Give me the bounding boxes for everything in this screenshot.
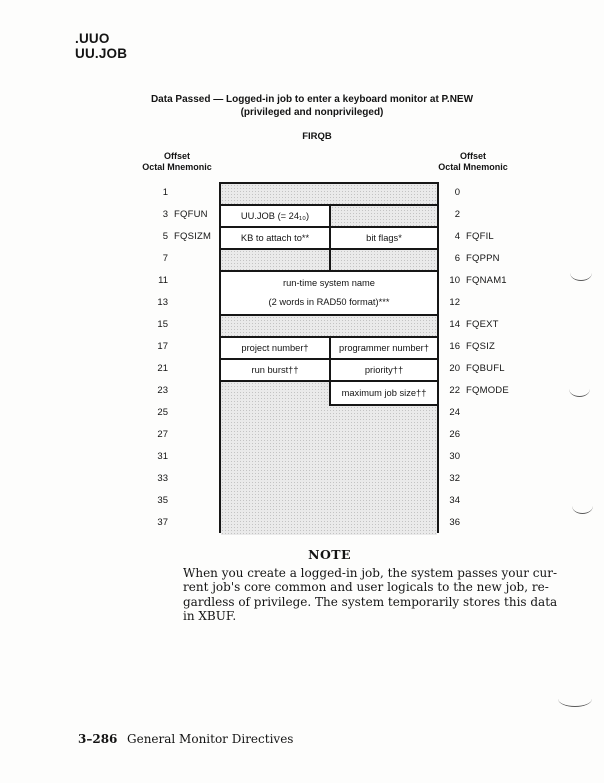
firqb-row-0 bbox=[221, 184, 437, 206]
firqb-row-2 bbox=[221, 206, 437, 228]
mnemonic-value bbox=[460, 429, 466, 441]
offset-left-row bbox=[104, 209, 214, 221]
mnemonic-value: FQSIZ bbox=[466, 341, 495, 352]
octal-value: 21 bbox=[157, 363, 168, 374]
mnemonic-value bbox=[168, 407, 174, 419]
octal-value: 16 bbox=[449, 341, 460, 352]
firqb-row-16 bbox=[221, 338, 437, 360]
mnemonic-value bbox=[460, 297, 466, 309]
page-curl-mark bbox=[570, 273, 592, 281]
octal-value: 10 bbox=[449, 275, 460, 286]
mnemonic-value: FQMODE bbox=[466, 385, 509, 396]
page-curl-mark bbox=[558, 699, 592, 707]
note-line: gardless of privilege. The system temporarily stores this data bbox=[183, 594, 558, 609]
programmer-number-cell: programmer number† bbox=[329, 338, 437, 358]
left-offset-label: Offset bbox=[163, 151, 190, 161]
offset-left-row bbox=[104, 407, 214, 419]
running-head-line1: .UUO bbox=[75, 31, 110, 46]
figure-caption-line1: Data Passed — Logged-in job to enter a keyboard monitor at P.NEW bbox=[150, 94, 474, 105]
offset-left-row bbox=[104, 187, 214, 199]
mnemonic-value bbox=[168, 495, 174, 507]
runtime-system-name-line1: run-time system name bbox=[283, 278, 375, 288]
chapter-title: General Monitor Directives bbox=[127, 732, 294, 746]
octal-value: 32 bbox=[449, 473, 460, 484]
page-curl-mark bbox=[569, 389, 590, 397]
offset-left-row bbox=[104, 473, 214, 485]
octal-value: 35 bbox=[157, 495, 168, 506]
bit-flags-cell: bit flags* bbox=[329, 228, 437, 248]
note-line: rent job's core common and user logicals to the new job, re- bbox=[183, 580, 549, 595]
octal-value: 13 bbox=[157, 297, 168, 308]
mnemonic-value: FQPPN bbox=[466, 253, 500, 264]
note-heading: NOTE bbox=[308, 547, 351, 562]
reserved-cell bbox=[221, 250, 329, 270]
running-head bbox=[75, 31, 127, 61]
octal-value: 2 bbox=[454, 209, 460, 220]
reserved-cell bbox=[221, 316, 437, 336]
firqb-row-14 bbox=[221, 316, 437, 338]
mnemonic-value bbox=[460, 495, 466, 507]
mnemonic-value bbox=[460, 209, 466, 221]
runtime-system-name-line2: (2 words in RAD50 format)*** bbox=[268, 297, 390, 307]
offset-left-row bbox=[104, 363, 214, 375]
octal-value: 12 bbox=[449, 297, 460, 308]
offset-left-row bbox=[104, 275, 214, 287]
note-line: in XBUF. bbox=[183, 608, 237, 623]
octal-value: 34 bbox=[449, 495, 460, 506]
octal-value: 20 bbox=[449, 363, 460, 374]
right-offset-label: Offset bbox=[459, 151, 486, 161]
mnemonic-value bbox=[460, 517, 466, 529]
mnemonic-value bbox=[168, 451, 174, 463]
octal-value: 25 bbox=[157, 407, 168, 418]
offset-left-row bbox=[104, 319, 214, 331]
block-title: FIRQB bbox=[302, 131, 332, 142]
offset-left-row bbox=[104, 451, 214, 463]
mnemonic-value bbox=[168, 297, 174, 309]
mnemonic-value bbox=[460, 407, 466, 419]
offset-left-row bbox=[104, 517, 214, 529]
mnemonic-value bbox=[168, 253, 174, 265]
mnemonic-value bbox=[168, 187, 174, 199]
mnemonic-value bbox=[460, 473, 466, 485]
maximum-job-size-cell: maximum job size†† bbox=[329, 382, 437, 406]
mnemonic-value bbox=[168, 473, 174, 485]
firqb-row-20 bbox=[221, 360, 437, 382]
mnemonic-value bbox=[168, 385, 174, 397]
note-line: When you create a logged-in job, the system passes your cur- bbox=[183, 566, 558, 580]
fqfun-cell: UU.JOB (= 24₁₀) bbox=[240, 211, 310, 221]
runtime-system-name-cell bbox=[221, 272, 437, 314]
offset-left-row bbox=[104, 297, 214, 309]
octal-value: 37 bbox=[157, 517, 168, 528]
octal-value: 27 bbox=[157, 429, 168, 440]
octal-value: 6 bbox=[454, 253, 460, 264]
octal-value: 15 bbox=[157, 319, 168, 330]
mnemonic-value bbox=[460, 451, 466, 463]
octal-value: 26 bbox=[449, 429, 460, 440]
octal-value: 7 bbox=[162, 253, 168, 264]
mnemonic-value bbox=[168, 429, 174, 441]
mnemonic-value: FQBUFL bbox=[466, 363, 505, 374]
offset-left-row bbox=[104, 385, 214, 397]
mnemonic-value bbox=[168, 517, 174, 529]
running-head-line2: UU.JOB bbox=[75, 46, 128, 61]
left-column-header bbox=[127, 151, 227, 173]
octal-value: 31 bbox=[157, 451, 168, 462]
mnemonic-value bbox=[168, 341, 174, 353]
right-column-header bbox=[423, 151, 523, 173]
mnemonic-value: FQNAM1 bbox=[466, 275, 507, 286]
octal-value: 24 bbox=[449, 407, 460, 418]
octal-value: 3 bbox=[162, 209, 168, 220]
offset-left-row bbox=[104, 341, 214, 353]
firqb-row-4 bbox=[221, 228, 437, 250]
octal-value: 5 bbox=[162, 231, 168, 242]
offset-left-row bbox=[104, 253, 214, 265]
project-number-cell: project number† bbox=[241, 343, 309, 353]
run-burst-cell: run burst†† bbox=[251, 365, 299, 375]
octal-value: 22 bbox=[449, 385, 460, 396]
octal-value: 14 bbox=[449, 319, 460, 330]
mnemonic-value: FQFIL bbox=[466, 231, 494, 242]
octal-value: 11 bbox=[158, 275, 168, 286]
firqb-row-6 bbox=[221, 250, 437, 272]
priority-cell: priority†† bbox=[329, 360, 437, 380]
octal-value: 17 bbox=[157, 341, 168, 352]
offset-left-row bbox=[104, 231, 214, 243]
mnemonic-value bbox=[168, 363, 174, 375]
reserved-cell bbox=[221, 184, 437, 204]
octal-value: 0 bbox=[454, 187, 460, 198]
right-octal-mnemonic-label: Octal Mnemonic bbox=[438, 162, 508, 172]
reserved-cell bbox=[329, 250, 437, 270]
firqb-reserved-block bbox=[221, 382, 437, 535]
octal-value: 4 bbox=[454, 231, 460, 242]
reserved-cell bbox=[329, 206, 437, 226]
mnemonic-value bbox=[168, 275, 174, 287]
offset-left-row bbox=[104, 495, 214, 507]
figure-caption-line2: (privileged and nonprivileged) bbox=[240, 107, 384, 118]
offset-left-row bbox=[104, 429, 214, 441]
mnemonic-value bbox=[168, 319, 174, 331]
octal-value: 33 bbox=[157, 473, 168, 484]
mnemonic-value bbox=[460, 187, 466, 199]
kb-attach-cell: KB to attach to** bbox=[240, 233, 310, 243]
page-curl-mark bbox=[572, 506, 593, 514]
note-body bbox=[183, 566, 558, 623]
octal-value: 30 bbox=[449, 451, 460, 462]
firqb-diagram bbox=[219, 182, 439, 533]
octal-value: 36 bbox=[449, 517, 460, 528]
octal-value: 23 bbox=[157, 385, 168, 396]
page-number: 3–286 bbox=[78, 732, 118, 746]
mnemonic-value: FQEXT bbox=[466, 319, 499, 330]
firqb-row-10 bbox=[221, 272, 437, 316]
left-octal-mnemonic-label: Octal Mnemonic bbox=[142, 162, 212, 172]
octal-value: 1 bbox=[162, 187, 168, 198]
mnemonic-value: FQFUN bbox=[174, 209, 208, 220]
mnemonic-value: FQSIZM bbox=[174, 231, 212, 242]
